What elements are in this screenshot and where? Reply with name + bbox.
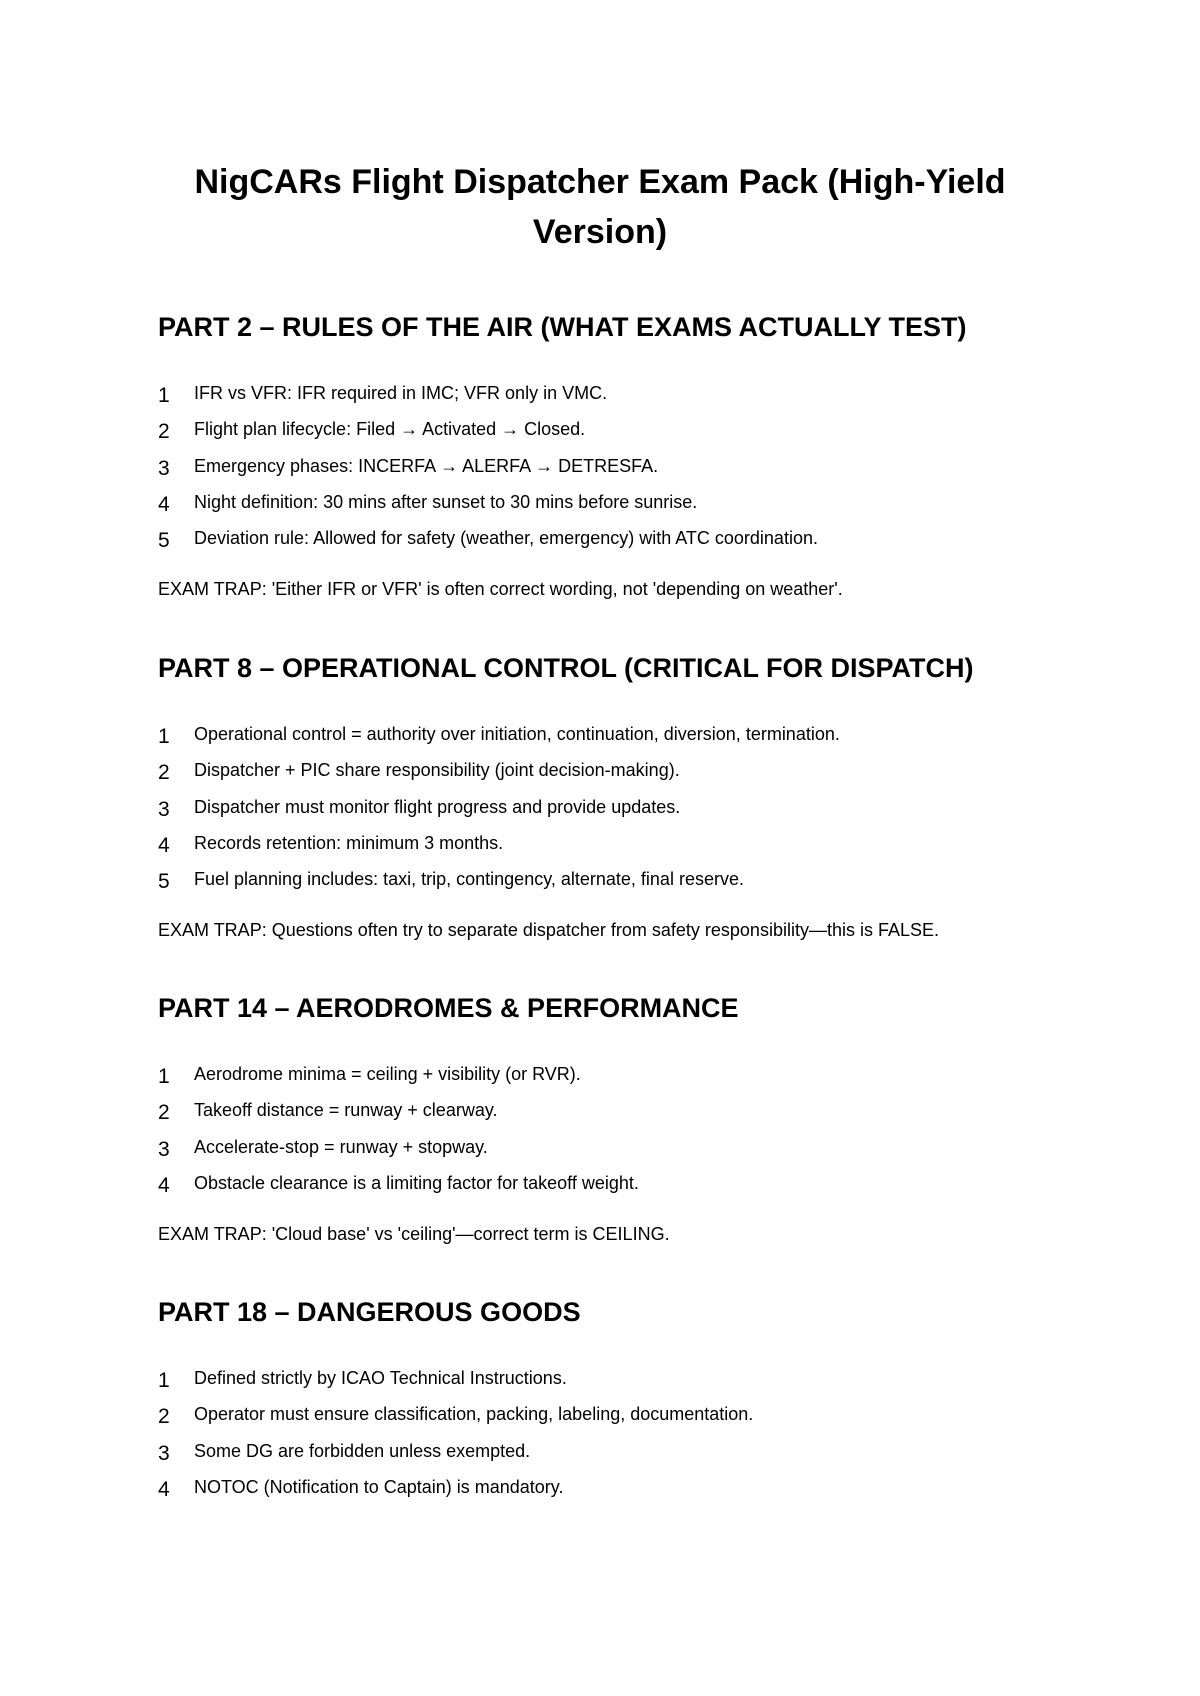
item-text: Dispatcher must monitor flight progress and provide updates.	[194, 796, 681, 817]
list-item	[158, 757, 1058, 793]
list-item	[158, 453, 1058, 489]
item-number: 3	[158, 1441, 170, 1465]
item-text: IFR vs VFR: IFR required in IMC; VFR only in VMC.	[194, 383, 608, 403]
list-item	[158, 416, 1058, 452]
list-item	[158, 1097, 1058, 1133]
item-number: 4	[158, 833, 170, 857]
item-number: 1	[158, 1065, 170, 1088]
item-text: Accelerate-stop = runway + stopway.	[194, 1136, 488, 1157]
section-part-18	[158, 1295, 1058, 1501]
section-heading: PART 2 – RULES OF THE AIR (WHAT EXAMS ACTUALLY TEST)	[158, 312, 967, 342]
item-number: 2	[158, 1405, 170, 1429]
item-text: Defined strictly by ICAO Technical Instructions.	[194, 1368, 567, 1388]
list-item	[158, 380, 1058, 416]
item-text: Fuel planning includes: taxi, trip, contingency, alternate, final reserve.	[194, 869, 744, 890]
item-text: Operator must ensure classification, packing, labeling, documentation.	[194, 1404, 754, 1425]
item-number: 1	[158, 725, 170, 748]
item-text: Operational control = authority over initiation, continuation, diversion, termination.	[194, 724, 840, 744]
list-item	[158, 1401, 1058, 1437]
list-item	[158, 1365, 1058, 1401]
list-item	[158, 489, 1058, 525]
section-heading: PART 14 – AERODROMES & PERFORMANCE	[158, 993, 739, 1023]
numbered-list	[158, 1365, 1058, 1510]
exam-trap-note: EXAM TRAP: Questions often try to separate dispatcher from safety responsibility—this is FALSE.	[158, 920, 939, 941]
item-number: 3	[158, 456, 170, 480]
list-item	[158, 830, 1058, 866]
numbered-list	[158, 1061, 1058, 1206]
item-number: 2	[158, 1101, 170, 1125]
item-text: Takeoff distance = runway + clearway.	[194, 1100, 498, 1121]
numbered-list	[158, 721, 1058, 902]
section-part-14	[158, 991, 1058, 1245]
item-number: 2	[158, 420, 170, 444]
item-text: Emergency phases: INCERFA → ALERFA → DETRESFA.	[194, 455, 659, 476]
section-part-2	[158, 310, 1058, 600]
item-text: Flight plan lifecycle: Filed → Activated → Closed.	[194, 419, 586, 440]
item-number: 4	[158, 492, 170, 516]
item-text: Obstacle clearance is a limiting factor for takeoff weight.	[194, 1172, 639, 1193]
list-item	[158, 1474, 1058, 1510]
item-number: 3	[158, 797, 170, 821]
item-text: Dispatcher + PIC share responsibility (joint decision-making).	[194, 760, 680, 781]
item-text: NOTOC (Notification to Captain) is mandatory.	[194, 1476, 564, 1497]
item-text: Deviation rule: Allowed for safety (weather, emergency) with ATC coordination.	[194, 528, 818, 549]
item-number: 1	[158, 1369, 170, 1392]
list-item	[158, 1061, 1058, 1097]
item-number: 5	[158, 529, 170, 553]
item-number: 5	[158, 870, 170, 894]
section-heading: PART 8 – OPERATIONAL CONTROL (CRITICAL FOR DISPATCH)	[158, 653, 974, 683]
exam-trap-note: EXAM TRAP: 'Either IFR or VFR' is often correct wording, not 'depending on weather'.	[158, 579, 843, 600]
item-number: 3	[158, 1137, 170, 1161]
item-text: Aerodrome minima = ceiling + visibility (or RVR).	[194, 1064, 581, 1084]
item-number: 1	[158, 384, 170, 407]
list-item	[158, 866, 1058, 902]
item-number: 2	[158, 761, 170, 785]
item-number: 4	[158, 1173, 170, 1197]
list-item	[158, 1170, 1058, 1206]
item-number: 4	[158, 1477, 170, 1501]
section-heading: PART 18 – DANGEROUS GOODS	[158, 1297, 581, 1327]
list-item	[158, 794, 1058, 830]
document-title: NigCARs Flight Dispatcher Exam Pack (High-Yield Version)	[194, 163, 1006, 251]
item-text: Night definition: 30 mins after sunset to 30 mins before sunrise.	[194, 491, 698, 512]
item-text: Some DG are forbidden unless exempted.	[194, 1440, 531, 1461]
item-text: Records retention: minimum 3 months.	[194, 832, 504, 853]
exam-trap-note: EXAM TRAP: 'Cloud base' vs 'ceiling'—correct term is CEILING.	[158, 1224, 670, 1245]
list-item	[158, 1438, 1058, 1474]
list-item	[158, 721, 1058, 757]
section-part-8	[158, 651, 1058, 941]
list-item	[158, 1134, 1058, 1170]
list-item	[158, 525, 1058, 561]
numbered-list	[158, 380, 1058, 561]
